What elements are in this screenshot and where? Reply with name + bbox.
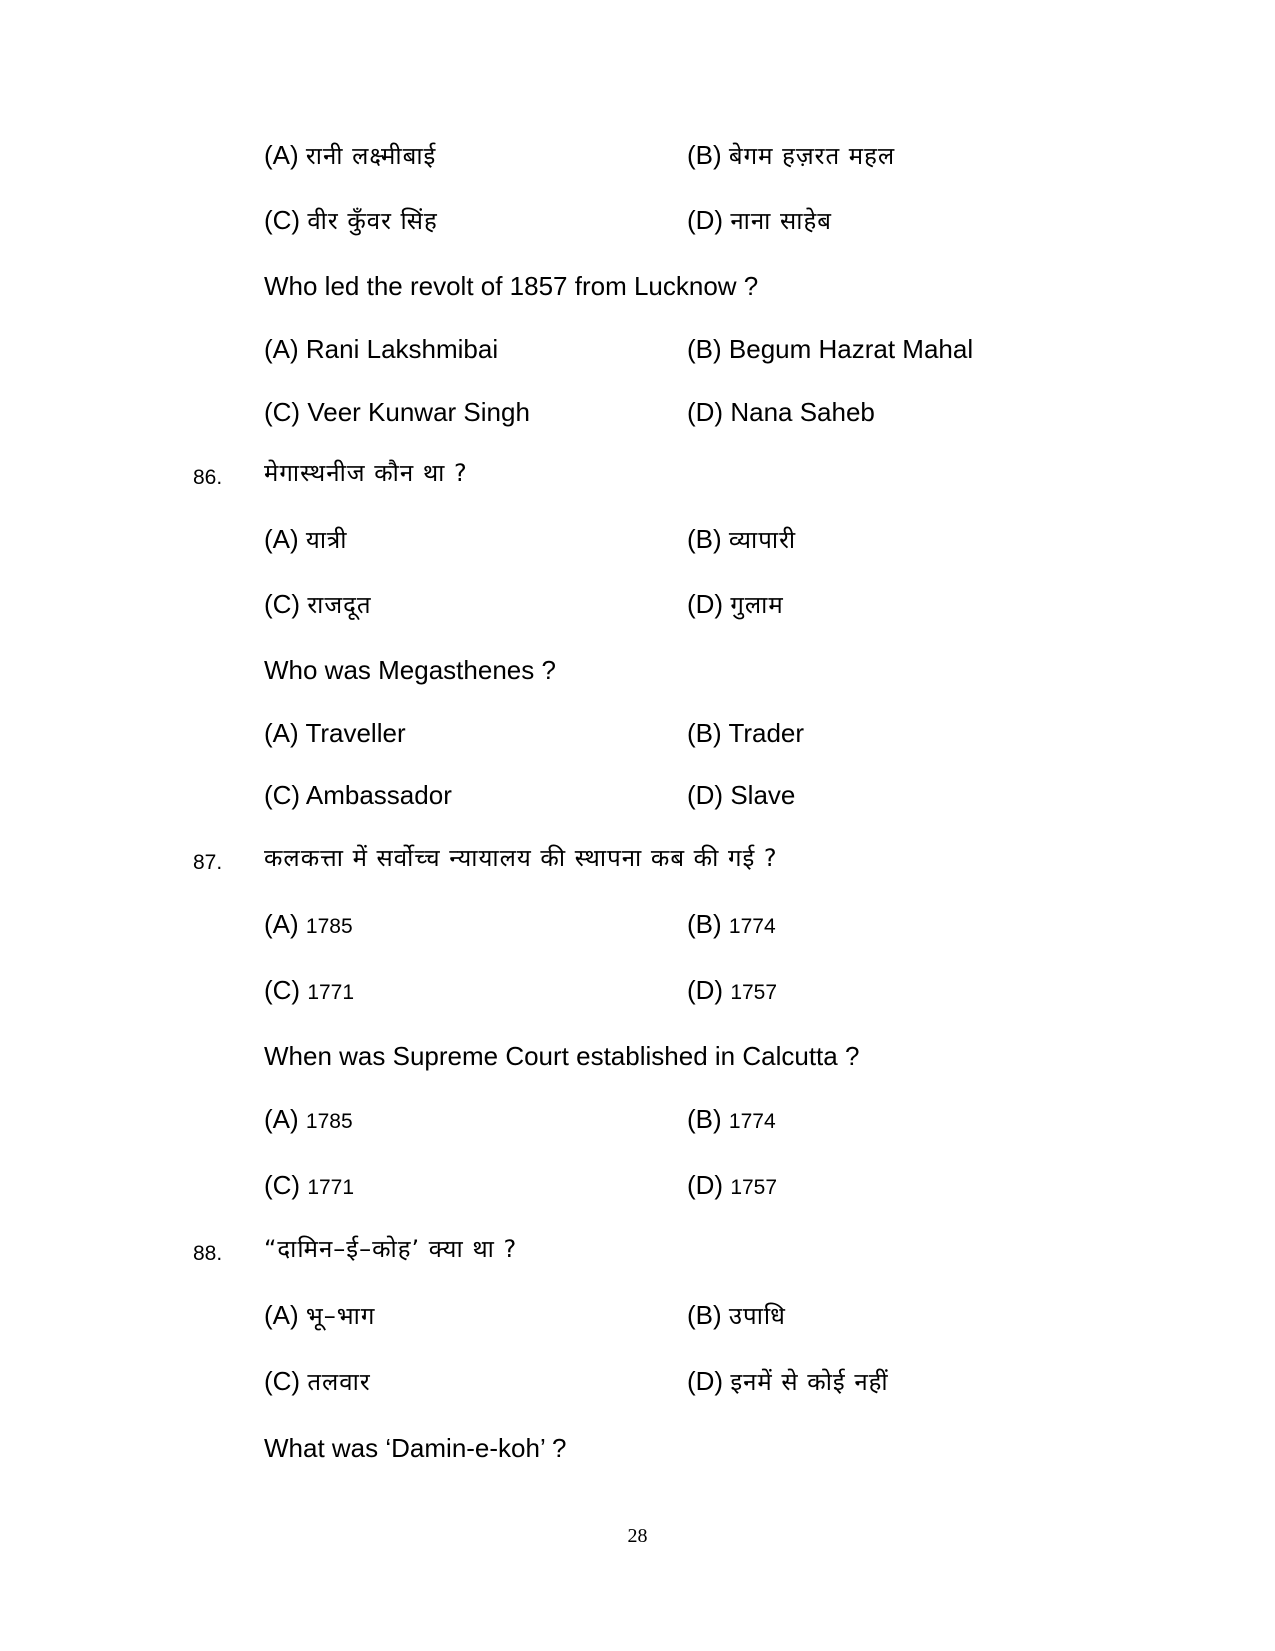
q86-english-option-c: (C) Ambassador [264,780,452,810]
q86-english-question: Who was Megasthenes ? [264,655,556,685]
q88-hindi-option-b: (B) उपाधि [687,1300,786,1330]
q87-hindi-option-a: (A) 1785 [264,909,353,939]
q86-hindi-option-c: (C) राजदूत [264,589,372,619]
q85-english-option-c: (C) Veer Kunwar Singh [264,397,530,427]
q85-hindi-option-a: (A) रानी लक्ष्मीबाई [264,140,437,170]
q85-english-option-b: (B) Begum Hazrat Mahal [687,334,974,364]
q86-hindi-option-d: (D) गुलाम [687,589,784,619]
q86-hindi-option-b: (B) व्यापारी [687,524,797,554]
q87-english-option-c: (C) 1771 [264,1170,355,1200]
q86-hindi-option-a: (A) यात्री [264,524,348,554]
q88-number: 88. [193,1242,223,1265]
q87-english-question: When was Supreme Court established in Calcutta ? [264,1041,860,1071]
page-number: 28 [627,1525,648,1547]
q88-hindi-option-c: (C) तलवार [264,1366,371,1396]
q88-english-question: What was ‘Damin-e-koh’ ? [264,1433,567,1463]
q88-hindi-question: “दामिन–ई–कोह’ क्या था ? [264,1235,518,1263]
q87-hindi-option-c: (C) 1771 [264,975,355,1005]
q85-hindi-option-b: (B) बेगम हज़रत महल [687,140,896,170]
q87-english-option-d: (D) 1757 [687,1170,778,1200]
q87-english-option-a: (A) 1785 [264,1104,353,1134]
q87-number: 87. [193,851,223,874]
q88-hindi-option-d: (D) इनमें से कोई नहीं [687,1366,889,1396]
q87-hindi-question: कलकत्ता में सर्वोच्च न्यायालय की स्थापना कब की गई ? [264,844,778,872]
q85-hindi-option-d: (D) नाना साहेब [687,205,832,235]
q87-hindi-option-b: (B) 1774 [687,909,776,939]
q87-english-option-b: (B) 1774 [687,1104,776,1134]
q87-hindi-option-d: (D) 1757 [687,975,778,1005]
q86-english-option-d: (D) Slave [687,780,796,810]
q85-english-option-a: (A) Rani Lakshmibai [264,334,499,364]
q88-hindi-option-a: (A) भू–भाग [264,1300,376,1330]
q85-english-option-d: (D) Nana Saheb [687,397,875,427]
q85-english-question: Who led the revolt of 1857 from Lucknow ? [264,271,759,301]
q85-hindi-option-c: (C) वीर कुँवर सिंह [264,205,438,235]
q86-english-option-a: (A) Traveller [264,718,406,748]
q86-hindi-question: मेगास्थनीज कौन था ? [264,459,468,487]
q86-number: 86. [193,466,223,489]
q86-english-option-b: (B) Trader [687,718,805,748]
